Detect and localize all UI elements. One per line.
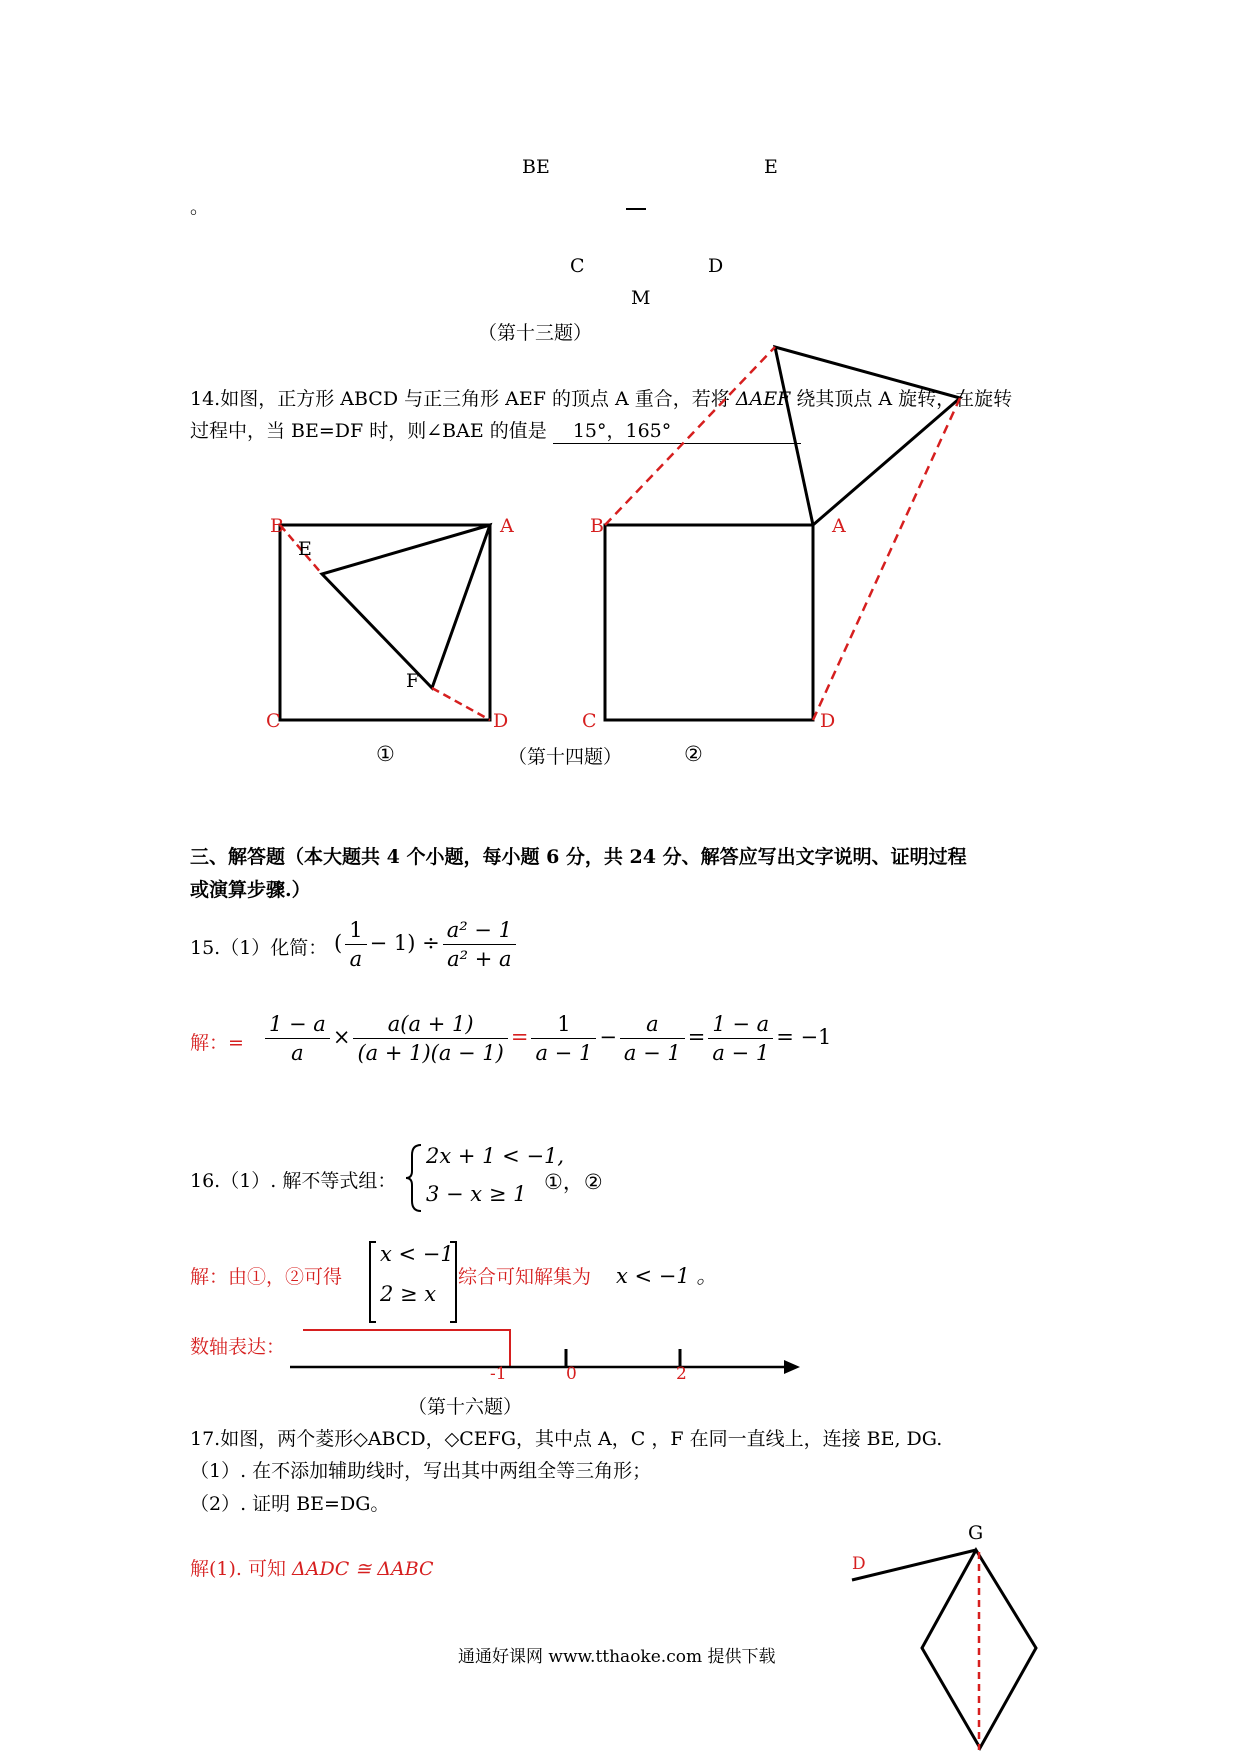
q16-caption: （第十六题）	[408, 1396, 523, 1418]
q17-sol-text: 解(1). 可知	[190, 1558, 286, 1580]
q17-label-d: D	[852, 1554, 866, 1574]
q16-sol-suffix: 综合可知解集为	[458, 1266, 592, 1288]
q17-sol-math: ΔADC ≅ ΔABC	[292, 1558, 434, 1580]
q13-dot: 。	[190, 196, 210, 218]
q15-eq1: =	[510, 1025, 529, 1049]
q13-label-e: E	[764, 156, 778, 178]
q14-label-2: ②	[684, 742, 703, 766]
q14-line1-a: 14.如图，正方形 ABCD 与正三角形 AEF 的顶点 A 重合，若将	[190, 388, 730, 410]
q17-line3: （2）. 证明 BE=DG。	[190, 1493, 390, 1515]
q16-sol1: x < −1	[380, 1242, 454, 1266]
q15-f2-num: a² − 1	[443, 918, 516, 945]
q15-s3-num: 1	[531, 1012, 596, 1039]
q16-sol-prefix: 解：由①，②可得	[190, 1266, 343, 1288]
q15-minus: −	[599, 1025, 617, 1049]
q16-sol-result: x < −1 。	[616, 1264, 718, 1288]
fig1-label-a: A	[500, 515, 514, 537]
section3-line1: 三、解答题（本大题共 4 个小题，每小题 6 分，共 24 分、解答应写出文字说明、证明过程	[190, 846, 967, 868]
q15-paren-open: (	[334, 931, 343, 955]
fig1-label-e: E	[298, 538, 312, 560]
fig1-label-c: C	[266, 710, 281, 732]
fig2-label-b: B	[590, 515, 604, 537]
q15-s5-den: a − 1	[712, 1041, 770, 1065]
q16-markers: ①，②	[544, 1170, 603, 1194]
q15-s1-den: a	[291, 1041, 304, 1065]
q15-sol-prefix: 解：=	[190, 1032, 244, 1054]
fig1-label-b: B	[270, 515, 284, 537]
q16-numberline-label: 数轴表达：	[190, 1336, 286, 1358]
q13-label-c: C	[570, 255, 585, 277]
q15-minus1: − 1) ÷	[369, 931, 440, 955]
q13-label-m: M	[631, 287, 651, 309]
q15-s3-den: a − 1	[535, 1041, 593, 1065]
q16-ineq1: 2x + 1 < −1,	[426, 1144, 565, 1168]
q14-answer: 15°，165°	[553, 416, 801, 444]
q14-line2-a: 过程中，当 BE=DF 时，则∠BAE 的值是	[190, 420, 547, 442]
fig2-label-a: A	[832, 515, 846, 537]
footer-text: 通通好课网 www.tthaoke.com 提供下载	[458, 1647, 776, 1667]
q15-f1-den: a	[349, 947, 363, 971]
q15-prefix: 15.（1）化简：	[190, 937, 328, 959]
q17-line1: 17.如图，两个菱形◇ABCD，◇CEFG，其中点 A，C ，F 在同一直线上，连接 BE, DG.	[190, 1428, 943, 1450]
q15-f2-den: a² + a	[447, 947, 512, 971]
q15-s2-num: a(a + 1)	[353, 1012, 507, 1039]
q13-label-d: D	[708, 255, 724, 277]
q16-ineq2: 3 − x ≥ 1	[426, 1182, 527, 1206]
q15-s5-num: 1 − a	[708, 1012, 773, 1039]
q14-caption: （第十四题）	[508, 746, 623, 768]
section3-line2: 或演算步骤.）	[190, 879, 311, 901]
fig1-label-d: D	[493, 710, 509, 732]
q15-s4-num: a	[620, 1012, 685, 1039]
fig2-label-c: C	[582, 710, 597, 732]
fig1-label-f: F	[406, 670, 420, 692]
q16-tick-m1: -1	[490, 1364, 507, 1384]
fig2-label-d: D	[820, 710, 836, 732]
q15-s1-num: 1 − a	[265, 1012, 330, 1039]
q15-times: ×	[332, 1025, 351, 1049]
q14-line1-math: ΔAEF	[735, 388, 791, 410]
q16-tick-0: 0	[566, 1364, 577, 1384]
q15-result: = −1	[776, 1025, 832, 1049]
q17-label-g: G	[968, 1522, 984, 1544]
q15-s4-den: a − 1	[623, 1041, 681, 1065]
q13-label-be: BE	[522, 156, 550, 178]
q16-tick-2: 2	[676, 1364, 687, 1384]
q15-f1-num: 1	[345, 918, 366, 945]
q16-sol2: 2 ≥ x	[380, 1282, 437, 1306]
q14-label-1: ①	[376, 742, 395, 766]
q16-prefix: 16.（1）. 解不等式组：	[190, 1170, 397, 1192]
q14-line1-b: 绕其顶点 A 旋转，在旋转	[796, 388, 1013, 410]
q13-caption: （第十三题）	[478, 322, 593, 344]
q17-line2: （1）. 在不添加辅助线时，写出其中两组全等三角形；	[190, 1460, 652, 1482]
line-dg	[852, 1550, 976, 1580]
q15-s2-den: (a + 1)(a − 1)	[357, 1041, 504, 1065]
q15-eq2: =	[687, 1025, 706, 1049]
